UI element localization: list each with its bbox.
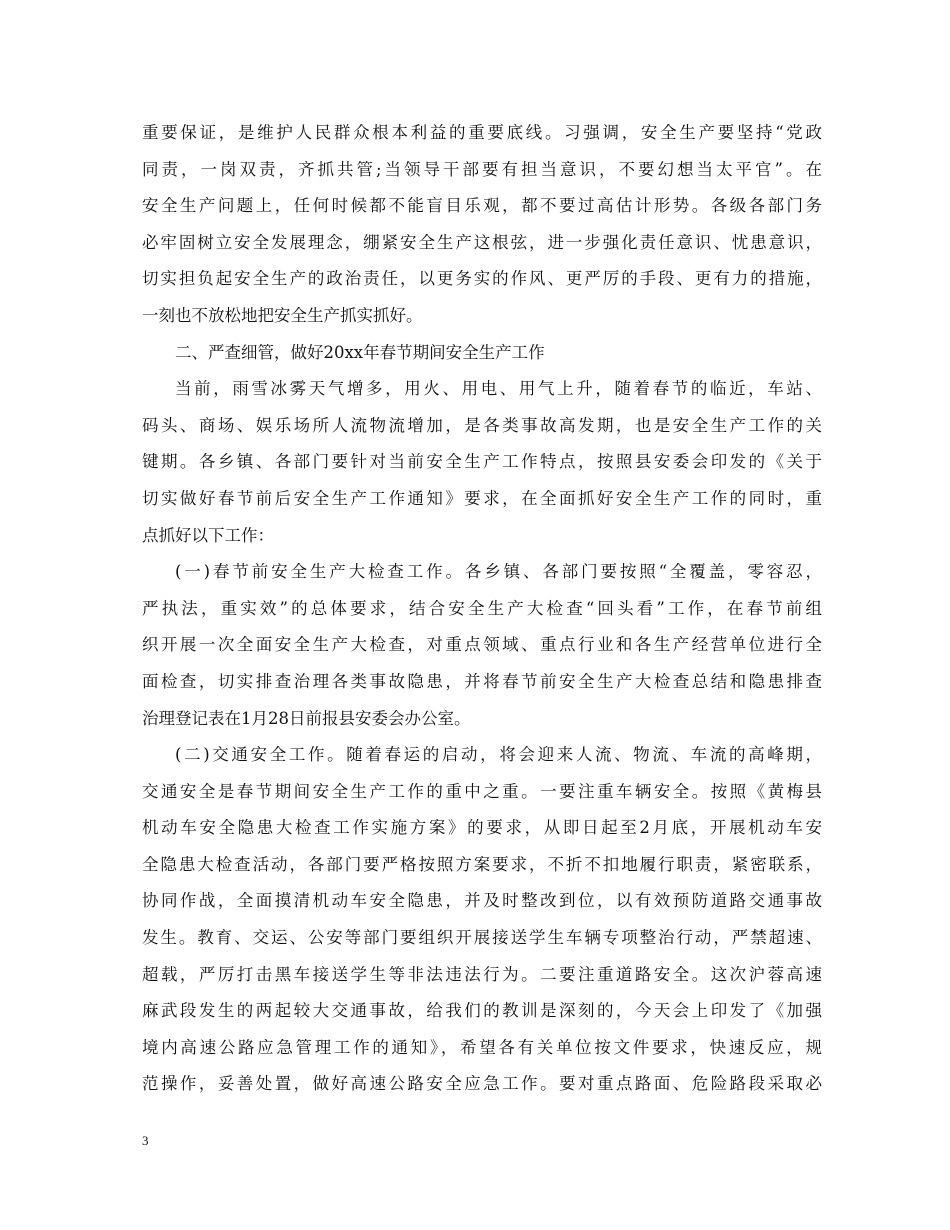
text-line: 一刻也不放松地把安全生产抓实抓好。 xyxy=(142,305,423,325)
text-line: 发生。教育、交运、公安等部门要组织开展接送学生车辆专项整治行动，严禁超速、 xyxy=(142,928,822,948)
text-line: 治理登记表在1月28日前报县安委会办公室。 xyxy=(142,708,471,728)
text-line: 麻武段发生的两起较大交通事故，给我们的教训是深刻的，今天会上印发了《加强 xyxy=(142,1001,822,1021)
text-line: (二)交通安全工作。随着春运的启动，将会迎来人流、物流、车流的高峰期， xyxy=(175,745,822,765)
text-line: 当前，雨雪冰雾天气增多，用火、用电、用气上升，随着春节的临近，车站、 xyxy=(175,379,822,399)
text-line: 全隐患大检查活动，各部门要严格按照方案要求，不折不扣地履行职责，紧密联系， xyxy=(142,854,822,874)
text-line: 切实做好春节前后安全生产工作通知》要求，在全面抓好安全生产工作的同时，重 xyxy=(142,488,822,508)
text-line: 码头、商场、娱乐场所人流物流增加，是各类事故高发期，也是安全生产工作的关 xyxy=(142,415,822,435)
text-line: 面检查，切实排查治理各类事故隐患，并将春节前安全生产大检查总结和隐患排查 xyxy=(142,671,822,691)
text-line: 超载，严厉打击黑车接送学生等非法违法行为。二要注重道路安全。这次沪蓉高速 xyxy=(142,964,822,984)
text-line: 切实担负起安全生产的政治责任，以更务实的作风、更严厉的手段、更有力的措施， xyxy=(142,269,822,289)
text-line: 机动车安全隐患大检查工作实施方案》的要求，从即日起至2月底，开展机动车安 xyxy=(142,818,822,838)
text-line: 交通安全是春节期间安全生产工作的重中之重。一要注重车辆安全。按照《黄梅县 xyxy=(142,781,822,801)
text-line: 重要保证，是维护人民群众根本利益的重要底线。习强调，安全生产要坚持“党政 xyxy=(142,123,822,142)
section-heading: 二、严查细管，做好20xx年春节期间安全生产工作 xyxy=(175,342,545,362)
text-line: 织开展一次全面安全生产大检查，对重点领域、重点行业和各生产经营单位进行全 xyxy=(142,635,822,655)
text-line: 严执法，重实效”的总体要求，结合安全生产大检查“回头看”工作，在春节前组 xyxy=(142,598,822,618)
text-line: 境内高速公路应急管理工作的通知》，希望各有关单位按文件要求，快速反应，规 xyxy=(142,1037,822,1057)
text-line: 协同作战，全面摸清机动车安全隐患，并及时整改到位，以有效预防道路交通事故 xyxy=(142,891,822,911)
text-line: 点抓好以下工作： xyxy=(142,525,274,545)
text-line: 必牢固树立安全发展理念，绷紧安全生产这根弦，进一步强化责任意识、忧患意识， xyxy=(142,232,822,252)
page-number: 3 xyxy=(142,1133,149,1148)
text-line: 同责，一岗双责，齐抓共管;当领导干部要有担当意识，不要幻想当太平官”。在 xyxy=(142,159,822,179)
body-text xyxy=(142,115,822,1103)
text-line: 范操作，妥善处置，做好高速公路安全应急工作。要对重点路面、危险路段采取必 xyxy=(142,1074,822,1094)
text-line: 键期。各乡镇、各部门要针对当前安全生产工作特点，按照县安委会印发的《关于 xyxy=(142,452,822,472)
text-line: 安全生产问题上，任何时候都不能盲目乐观，都不要过高估计形势。各级各部门务 xyxy=(142,196,822,216)
text-line: (一)春节前安全生产大检查工作。各乡镇、各部门要按照“全覆盖，零容忍， xyxy=(175,562,822,582)
